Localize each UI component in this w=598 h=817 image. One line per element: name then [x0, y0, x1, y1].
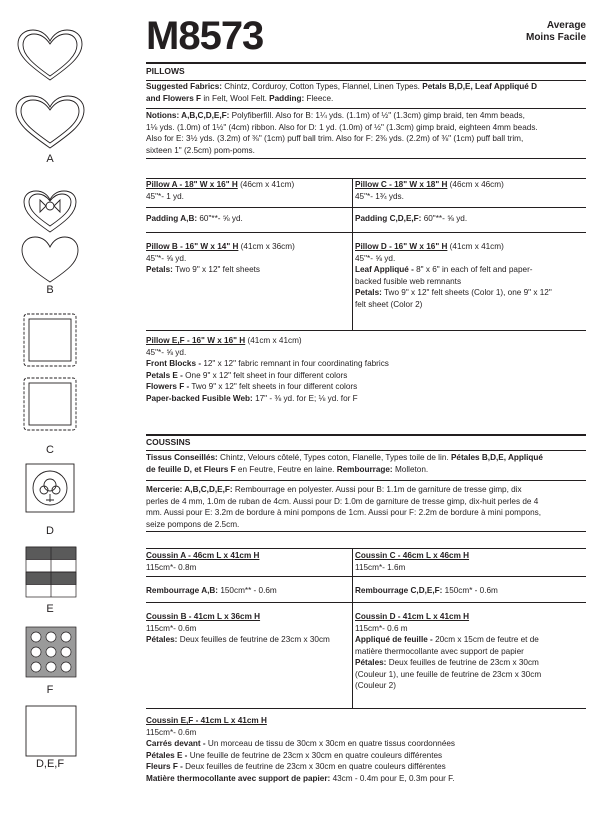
pillow-ef-yardage: Pillow E,F - 16" W x 16" H (41cm x 41cm) 45"*- ⅝ yd. Front Blocks - 12" x 12" fabric remnant in four coordinating fabrics Petals E - One 9" x 12" felt sheet in four different colors Flowers F - Two 9" x 12" felt sheets in four different colors Paper-backed Fusible Web: 17" - ⅜ yd. for E; ⅛ yd. for F [146, 336, 389, 403]
pattern-number: M8573 [146, 14, 264, 58]
pillow-a-yardage: Pillow A - 18" W x 16" H (46cm x 41cm) 45"*- 1 yd. [146, 180, 295, 201]
view-e-patchwork [26, 547, 76, 597]
view-a-heart-trim [16, 96, 84, 148]
view-illustrations [0, 0, 100, 817]
suggested-fabrics: Suggested Fabrics: Chintz, Corduroy, Cotton Types, Flannel, Linen Types. Petals B,D,E, Leaf Appliqué D and Flowers F in Felt, Wool Felt. Padding: Fleece. [146, 82, 538, 103]
view-label-b: B [46, 284, 54, 296]
view-def-back [26, 706, 76, 756]
view-a-heart-ruffle [18, 30, 82, 80]
view-label-f: F [46, 684, 54, 696]
column-divider [352, 548, 353, 708]
divider [146, 158, 586, 159]
padding-ab: Padding A,B: 60"**- ⅝ yd. [146, 214, 243, 223]
divider [146, 480, 586, 481]
divider [146, 232, 586, 233]
view-b-heart-bow [24, 191, 76, 232]
view-c-ruffle-square-2 [24, 378, 76, 430]
notions: Notions: A,B,C,D,E,F: Polyfiberfill. Also for B: 1¼ yds. (1.1m) of ½" (1.3cm) gimp braid, ten 4mm beads, 1⅛ yds. (1.0m) of 1½" (4cm) ribbon. Also for D: 1 yd. (1.0m) of ½" (1.3cm) gimp braid, eighteen 4mm beads. Also for E: 3½ yds. (3.2m) of ⅜" (1cm) puff ball trim. Also for F: 2⅜ yds. (2.2m) of ⅜" (1cm) puff ball trim, sixteen 1" (2.5cm) pom-poms. [146, 111, 538, 155]
divider [146, 62, 586, 64]
view-label-def: D,E,F [35, 758, 65, 770]
divider [146, 708, 586, 709]
view-label-d: D [46, 525, 54, 537]
pillow-b-yardage: Pillow B - 16" W x 14" H (41cm x 36cm) 45"*- ⅝ yd. Petals: Two 9" x 12" felt sheets [146, 242, 295, 274]
divider [146, 207, 586, 208]
coussin-a-metrage: Coussin A - 46cm L x 41cm H 115cm*- 0.8m [146, 551, 260, 572]
coussin-b-metrage: Coussin B - 41cm L x 36cm H 115cm*- 0.6m Pétales: Deux feuilles de feutrine de 23cm x 30cm [146, 612, 330, 644]
tissus-conseilles: Tissus Conseillés: Chintz, Velours côtelé, Types coton, Flanelle, Types toile de lin. Pétales B,D,E, Appliqué de feuille D, et Fleurs F en Feutre, Feutre en laine. Rembourrage: Molleton. [146, 453, 543, 474]
view-d-flower-square [26, 464, 74, 512]
mercerie: Mercerie: A,B,C,D,E,F: Rembourrage en polyester. Aussi pour B: 1.1m de garniture de tresse gimp, dix perles de 4 mm, 1.0m de ruban de 4cm. Aussi pour D: 1.0m de garniture de tresse gimp, dix-huit perles de 4 mm. Aussi pour E: 3.2m de bordure à mini pompons de 1cm. Aussi pour F: 2.2m de bordure à mini pompons, seize pompons de 2.5cm. [146, 485, 542, 529]
column-divider [352, 178, 353, 330]
divider [146, 450, 586, 451]
divider [146, 531, 586, 532]
divider [146, 548, 586, 549]
divider [146, 434, 586, 436]
coussin-c-metrage: Coussin C - 46cm L x 46cm H 115cm*- 1.6m [355, 551, 470, 572]
view-label-a: A [46, 153, 54, 165]
divider [146, 576, 586, 577]
pillow-c-yardage: Pillow C - 18" W x 18" H (46cm x 46cm) 45"*- 1¾ yds. [355, 180, 504, 201]
padding-cdef: Padding C,D,E,F: 60"**- ⅝ yd. [355, 214, 468, 223]
rembourrage-cdef: Rembourrage C,D,E,F: 150cm* - 0.6m [355, 586, 498, 595]
view-label-e: E [46, 603, 54, 615]
coussin-d-metrage: Coussin D - 41cm L x 41cm H 115cm*- 0.6 m Appliqué de feuille - 20cm x 15cm de feutre et de matière thermocollante avec support de papier Pétales: Deux feuilles de feutrine de 23cm x 30cm (Couleur 1), une feuille de feutrine de 23cm x 30cm (Couleur 2) [355, 612, 542, 690]
view-c-ruffle-square-1 [24, 314, 76, 366]
divider [146, 602, 586, 603]
view-b-heart-plain [22, 237, 78, 282]
view-f-flower-blocks [26, 627, 76, 677]
coussin-ef-metrage: Coussin E,F - 41cm L x 41cm H 115cm*- 0.6m Carrés devant - Un morceau de tissu de 30cm x 30cm en quatre tissus coordonnées Pétales E - Une feuille de feutrine de 23cm x 30cm en quatre couleurs différentes Fleurs F - Deux feuilles de feutrine de 23cm x 30cm en quatre couleurs différentes Matière thermocollante avec support de papier: 43cm - 0.4m pour E, 0.3m pour F. [146, 716, 456, 783]
view-label-c: C [46, 444, 54, 456]
difficulty-rating [526, 20, 586, 44]
difficulty-fr: Moins Facile [525, 32, 586, 43]
section-title-coussins: COUSSINS [146, 437, 191, 447]
rembourrage-ab: Rembourrage A,B: 150cm** - 0.6m [146, 586, 277, 595]
section-title-pillows: PILLOWS [146, 66, 185, 76]
divider [146, 108, 586, 109]
difficulty-en: Average [546, 20, 586, 31]
divider [146, 330, 586, 331]
pillow-d-yardage: Pillow D - 16" W x 16" H (41cm x 41cm) 45"*- ⅝ yd. Leaf Appliqué - 8" x 6" in each of felt and paper- backed fusible web remnants Petals: Two 9" x 12" felt sheets (Color 1), one 9" x 12" felt sheet (Color 2) [355, 242, 552, 309]
